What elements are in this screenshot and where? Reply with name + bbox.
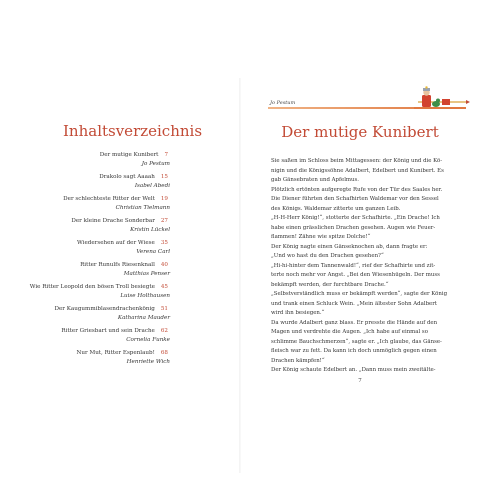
story-line: Der König nagte einen Gänseknochen ab, dann fragte er: (271, 243, 428, 250)
story-line: „Und wo hast du den Drachen gesehen?“ (271, 253, 384, 259)
toc-entry-author: Luise Holthausen (120, 293, 170, 299)
toc-entry-title: Der mutige Kunibert (99, 152, 159, 158)
toc-entry-line (61, 328, 168, 334)
toc-entry-author: Katharina Mauder (117, 315, 170, 321)
toc-entry-title: Wie Ritter Leopold den bösen Troll besiegte (29, 284, 155, 290)
toc-entry[interactable] (0, 306, 240, 328)
toc-entry-author: Henriette Wich (126, 359, 170, 365)
page-number: 7 (358, 378, 362, 384)
running-head: Jo Pestum (270, 100, 296, 106)
toc-entry-author: Matthias Penser (123, 271, 170, 277)
toc-entry-page: 62 (160, 328, 168, 334)
story-line: habe einen grässlichen Drachen gesehen. Augen wie Feuer- (271, 224, 436, 231)
toc-entry-page: 45 (160, 284, 168, 290)
toc-entry-author: Isabel Abedi (134, 183, 170, 189)
toc-entry[interactable] (0, 196, 240, 218)
toc-entry-title: Der Kaugummiblasendrachenkönig (54, 306, 155, 312)
toc-entry-page: 51 (160, 306, 168, 312)
toc-entry-title: Drakolo sagt Aaaah (99, 174, 155, 180)
toc-entry-title: Wiedersehen auf der Wiese (77, 240, 155, 246)
right-page (240, 0, 480, 480)
knight-and-dragon-illustration (408, 86, 470, 110)
story-line: bekämpft werden, der furchtbare Drache.“ (271, 281, 389, 288)
toc-entry-author: Verena Carl (136, 249, 170, 255)
toc-entry-page: 27 (160, 218, 168, 224)
story-line: gab Gänsebraten und Apfelmus. (271, 177, 359, 183)
toc-entry-page: 68 (160, 350, 168, 356)
story-line: „Hi-hi-hinter dem Tannenwald!“, rief der Schafhirte und zit- (271, 262, 436, 269)
story-line: und trank einen Schluck Wein. „Mein ältester Sohn Adalbert (271, 300, 437, 307)
toc-entry[interactable] (0, 262, 240, 284)
toc-entry-line (54, 306, 168, 312)
toc-title: Inhaltsverzeichnis (63, 122, 203, 140)
toc-entry[interactable] (0, 350, 240, 372)
story-title: Der mutige Kunibert (281, 123, 439, 141)
toc-entry-title: Ritter Runulfs Riesenknall (80, 262, 155, 268)
story-line: wird ihn besiegen.“ (271, 310, 325, 316)
toc-entry-line (99, 174, 168, 180)
story-line: „H-H-Herr König!“, stotterte der Schafhirte. „Ein Drache! Ich (271, 215, 440, 221)
toc-entry-line (77, 350, 168, 356)
toc-entry[interactable] (0, 284, 240, 306)
toc-entry[interactable] (0, 240, 240, 262)
story-line: Plötzlich ertönten aufgeregte Rufe von der Tür des Saales her. (271, 186, 443, 193)
toc-entry-line (80, 262, 168, 268)
story-line: Die Diener führten den Schafhirten Waldemar vor den Sessel (271, 196, 439, 202)
story-line: fleisch war zu fett. Da kann ich doch unmöglich gegen einen (271, 348, 437, 354)
toc-entry[interactable] (0, 218, 240, 240)
toc-entry-line (30, 284, 168, 290)
toc-entry-title: Nur Mut, Ritter Espenlaub! (76, 350, 155, 356)
toc-entry-author: Christian Tielmann (115, 205, 170, 211)
toc-entry-page: 40 (160, 262, 168, 268)
toc-entry-title: Der schlechteste Ritter der Welt (63, 196, 155, 202)
story-line: Magen und verdrehte die Augen. „Ich habe auf einmal so (271, 329, 428, 335)
story-line: nigin und die Königssöhne Adalbert, Edelbert und Kunibert. Es (271, 167, 444, 174)
story-line: Drachen kämpfen!“ (271, 357, 325, 364)
toc-entry-title: Ritter Griesbart und sein Drache (61, 328, 155, 334)
toc-entry-title: Der kleine Drache Sonderbar (71, 218, 155, 224)
story-line: schlimme Bauchschmerzen“, sagte er. „Ich glaube, das Gänse- (271, 338, 442, 345)
toc-entry[interactable] (0, 328, 240, 350)
story-line: Sie saßen im Schloss beim Mittagessen: der König und die Kö- (271, 158, 443, 164)
toc-entry-page: 15 (160, 174, 168, 180)
toc-entry[interactable] (0, 174, 240, 196)
story-line: des Königs. Waldemar zitterte um ganzen Leib. (271, 205, 401, 212)
toc-entry[interactable] (0, 152, 240, 174)
toc-entry-line (77, 240, 168, 246)
toc-entry-line (100, 152, 168, 158)
toc-entry-author: Jo Pestum (141, 161, 170, 167)
toc-entry-author: Cornelia Funke (126, 337, 170, 343)
toc-entry-page: 35 (160, 240, 168, 246)
story-line: Da wurde Adalbert ganz blass. Er presste die Hände auf den (271, 319, 438, 326)
toc-entry-page: 7 (164, 152, 168, 158)
toc-entry-author: Kristin Lückel (130, 227, 170, 233)
toc-entry-line (71, 218, 168, 224)
toc-entry-page: 19 (160, 196, 168, 202)
story-line: flammen! Zähne wie spitze Dolche!“ (271, 234, 371, 240)
story-text (271, 157, 457, 376)
story-line: „Selbstverständlich muss er bekämpft werden“, sagte der König (271, 291, 448, 297)
story-line: terte noch mehr vor Angst. „Bei den Wiesenhügeln. Der muss (271, 272, 440, 278)
toc-entry-line (63, 196, 168, 202)
story-line: Der König schaute Edelbert an. „Dann muss mein zweitälte- (271, 367, 436, 373)
